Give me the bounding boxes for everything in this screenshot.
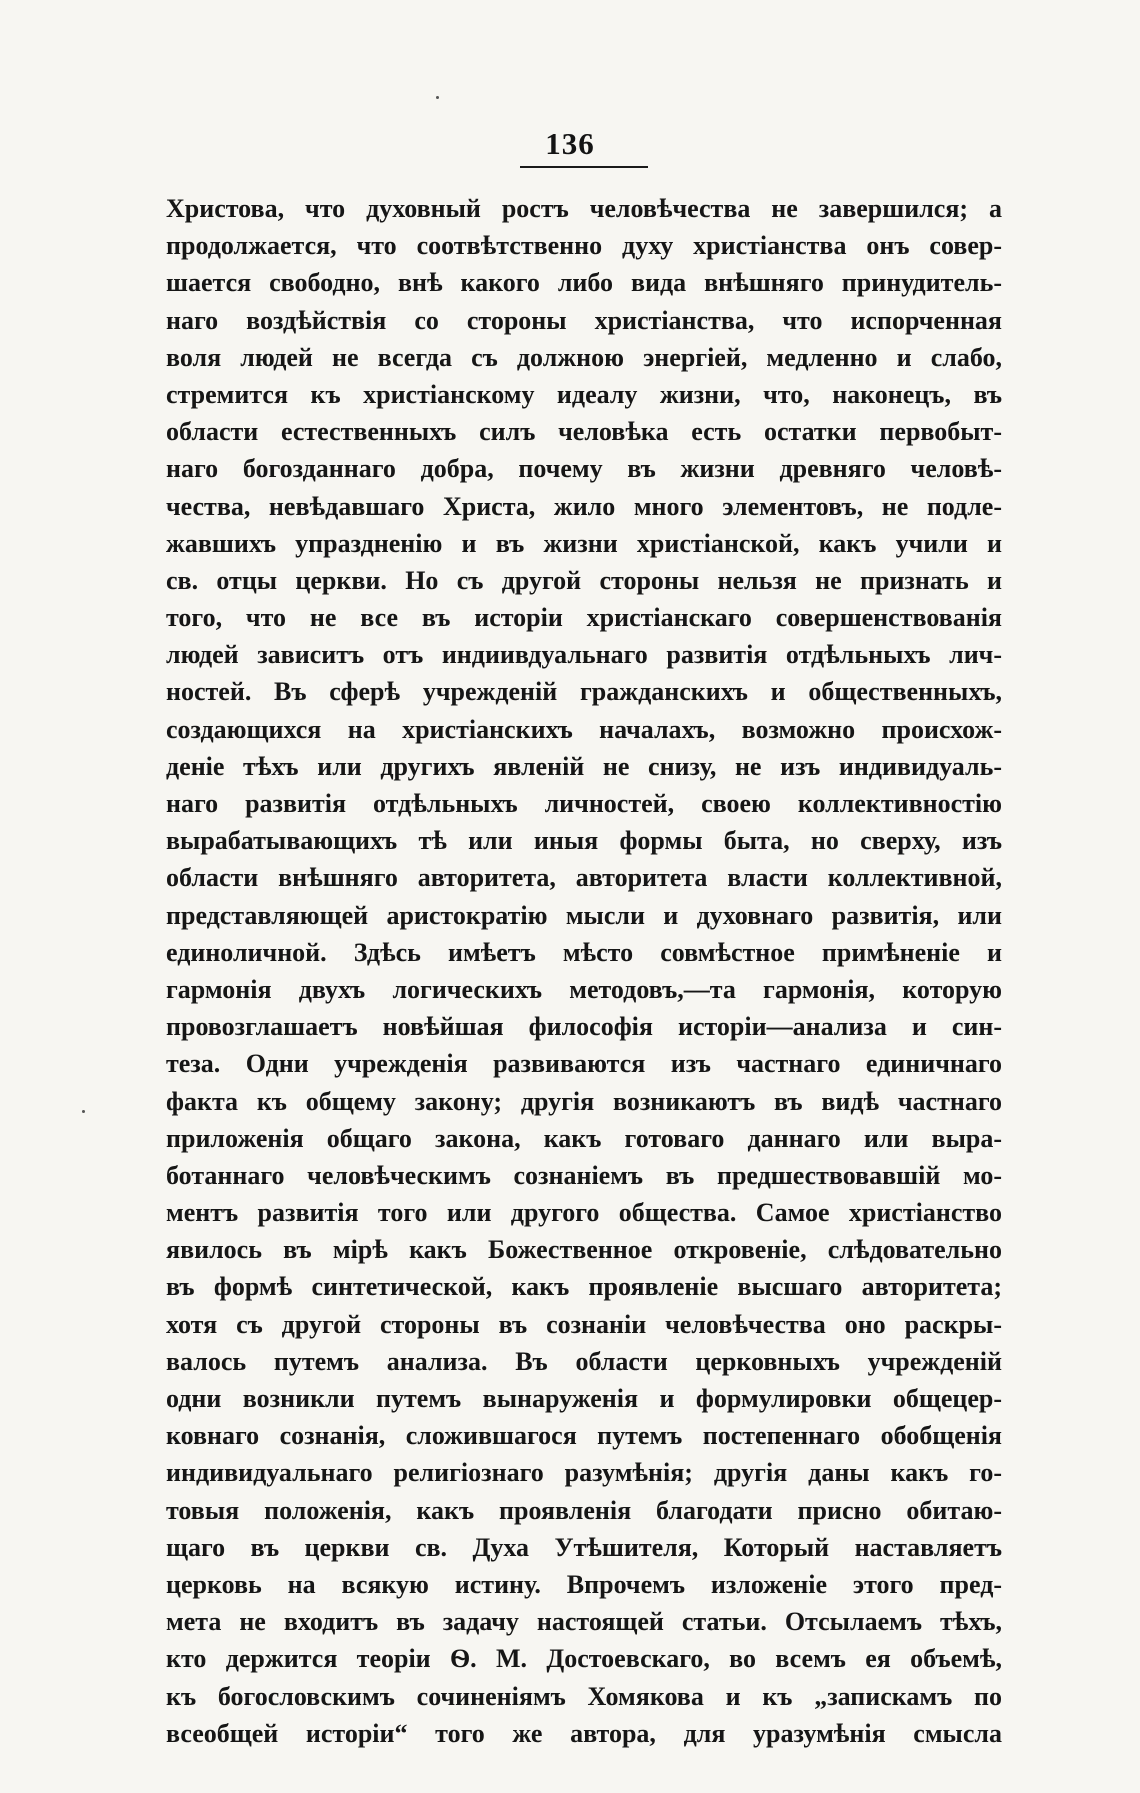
text-line: факта къ общему закону; другія возникаютъ въ видѣ частнаго: [166, 1086, 1002, 1116]
text-line: валось путемъ анализа. Въ области церковныхъ учрежденій: [166, 1346, 1002, 1376]
text-line: жавшихъ упраздненію и въ жизни христіанской, какъ учили и: [166, 528, 1002, 558]
text-line: щаго въ церкви св. Духа Утѣшителя, Который наставляетъ: [166, 1532, 1002, 1562]
text-line: наго богозданнаго добра, почему въ жизни древняго человѣ-: [166, 454, 1002, 484]
text-line: мета не входитъ въ задачу настоящей статьи. Отсылаемъ тѣхъ,: [166, 1607, 1002, 1637]
text-line: наго развитія отдѣльныхъ личностей, своею коллективностію: [166, 789, 1002, 818]
text-line: всеобщей исторіи“ того же автора, для уразумѣнія смысла: [166, 1718, 1002, 1748]
text-line: воля людей не всегда съ должною энергіей, медленно и слабо,: [166, 342, 1002, 372]
text-line: индивидуальнаго религіознаго разумѣнія; другія даны какъ го-: [166, 1458, 1002, 1488]
text-line: вырабатывающихъ тѣ или иныя формы быта, но сверху, изъ: [166, 826, 1002, 856]
text-line: наго воздѣйствія со стороны христіанства, что испорченная: [166, 305, 1002, 335]
text-line: области внѣшняго авторитета, авторитета власти коллективной,: [166, 863, 1002, 893]
text-line: къ богословскимъ сочиненіямъ Хомякова и къ „запискамъ по: [166, 1681, 1002, 1711]
text-line: церковь на всякую истину. Впрочемъ изложеніе этого пред-: [166, 1569, 1002, 1599]
text-line: св. отцы церкви. Но съ другой стороны нельзя не признать и: [166, 565, 1002, 595]
page-number: 136: [545, 126, 595, 161]
text-line: явилось въ мірѣ какъ Божественное откровеніе, слѣдовательно: [166, 1235, 1002, 1265]
text-line: деніе тѣхъ или другихъ явленій не снизу, не изъ индивидуаль-: [166, 751, 1002, 781]
text-line: единоличной. Здѣсь имѣетъ мѣсто совмѣстное примѣненіе и: [166, 937, 1002, 967]
page-number-rule: [520, 166, 648, 168]
text-line: ностей. Въ сферѣ учрежденій гражданскихъ и общественныхъ,: [166, 677, 1002, 707]
text-line: представляющей аристократію мысли и духовнаго развитія, или: [166, 900, 1002, 930]
text-line: чества, невѣдавшаго Христа, жило много элементовъ, не подле-: [166, 491, 1002, 521]
text-line: приложенія общаго закона, какъ готоваго даннаго или выра-: [166, 1123, 1002, 1153]
text-line: людей зависитъ отъ индиивдуальнаго развитія отдѣльныхъ лич-: [166, 640, 1002, 670]
text-line: ментъ развитія того или другого общества. Самое христіанство: [166, 1198, 1002, 1228]
text-line: области естественныхъ силъ человѣка есть остатки первобыт-: [166, 417, 1002, 447]
text-line: ботаннаго человѣческимъ сознаніемъ въ предшествовавшій мо-: [166, 1160, 1002, 1190]
text-line: продолжается, что соотвѣтственно духу христіанства онъ совер-: [166, 231, 1002, 261]
print-speck: [82, 1110, 85, 1113]
text-line: ковнаго сознанія, сложившагося путемъ постепеннаго обобщенія: [166, 1421, 1002, 1451]
text-line: стремится къ христіанскому идеалу жизни, что, наконецъ, въ: [166, 379, 1002, 409]
text-line: шается свободно, внѣ какого либо вида внѣшняго принудитель-: [166, 268, 1002, 298]
text-line: въ формѣ синтетической, какъ проявленіе высшаго авторитета;: [166, 1272, 1002, 1302]
text-line: теза. Одни учрежденія развиваются изъ частнаго единичнаго: [166, 1049, 1002, 1079]
text-line: одни возникли путемъ вынаруженія и формулировки общецер-: [166, 1384, 1002, 1413]
body-text: [166, 190, 1002, 1752]
text-line: гармонія двухъ логическихъ методовъ,—та гармонія, которую: [166, 974, 1002, 1004]
print-speck: [436, 96, 439, 99]
text-line: кто держится теоріи Ѳ. М. Достоевскаго, во всемъ ея объемѣ,: [166, 1644, 1002, 1674]
text-line: провозглашаетъ новѣйшая философія исторіи—анализа и син-: [166, 1012, 1002, 1042]
text-line: создающихся на христіанскихъ началахъ, возможно происхож-: [166, 714, 1002, 744]
text-line: того, что не все въ исторіи христіанскаго совершенствованія: [166, 603, 1002, 633]
text-line: хотя съ другой стороны въ сознаніи человѣчества оно раскры-: [166, 1309, 1002, 1339]
text-line: товыя положенія, какъ проявленія благодати присно обитаю-: [166, 1495, 1002, 1525]
text-line: Христова, что духовный ростъ человѣчества не завершился; а: [166, 194, 1002, 223]
